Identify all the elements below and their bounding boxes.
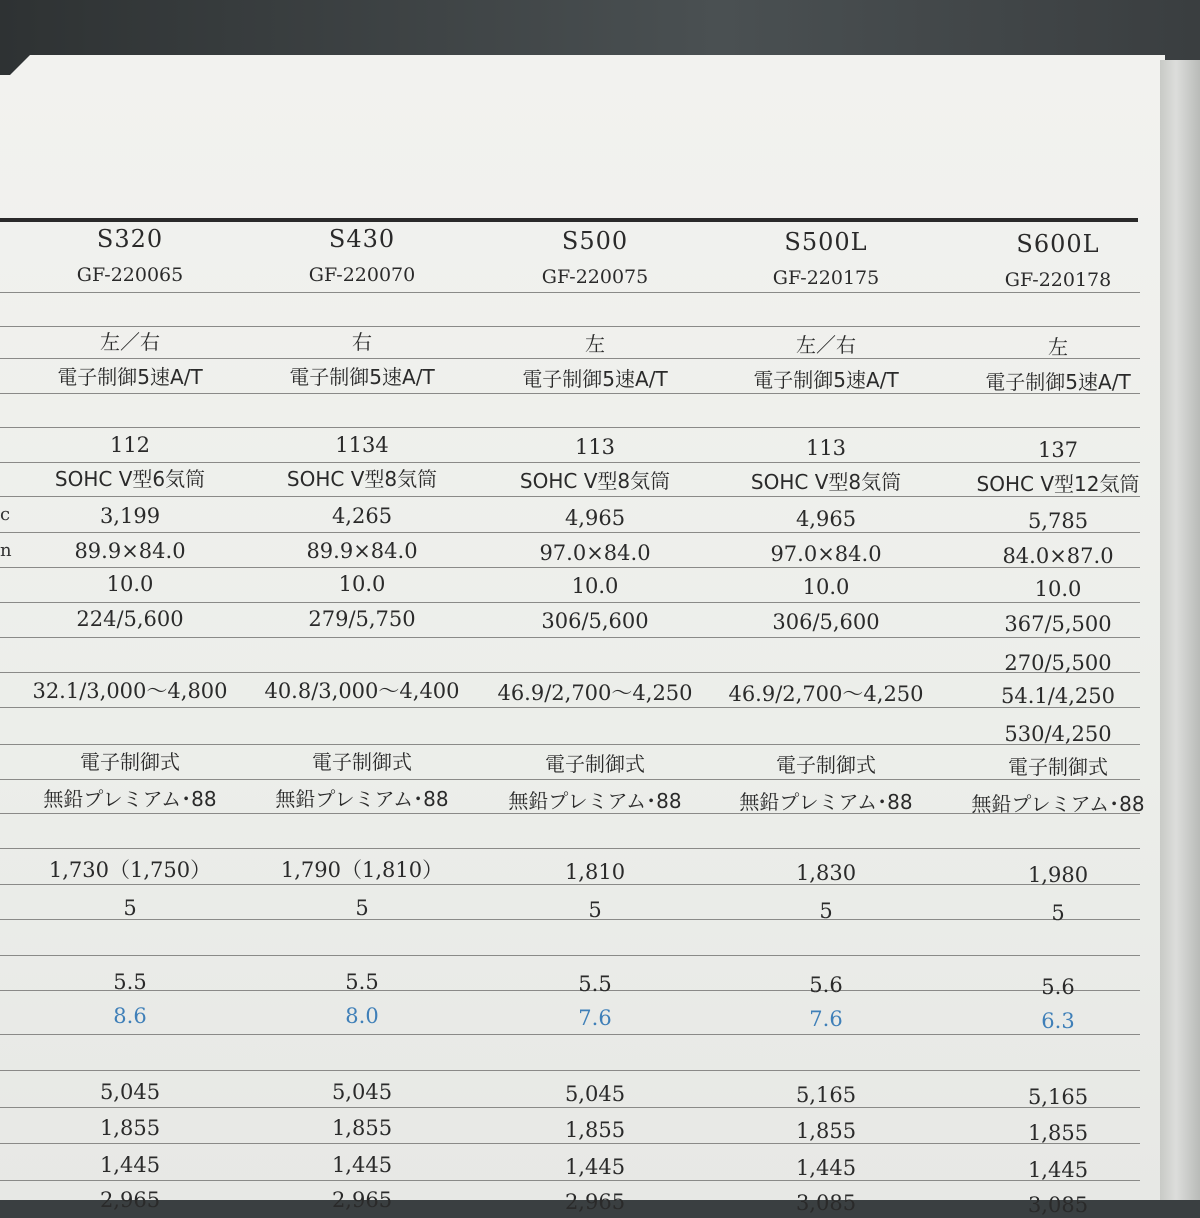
- row-divider: [0, 1034, 1140, 1035]
- cell-engine: SOHC V型8気筒: [286, 467, 438, 491]
- cell-displacement: 4,965: [795, 507, 857, 531]
- cell-engine: SOHC V型8気筒: [750, 470, 902, 494]
- cell-turning-radius: 5.5: [113, 970, 147, 994]
- cell-seats: 5: [588, 898, 602, 922]
- cell-width: 1,855: [564, 1118, 626, 1142]
- cell-code: GF-220178: [1004, 269, 1112, 291]
- row-divider: [0, 637, 1140, 638]
- cell-fuel-economy: 8.6: [113, 1004, 147, 1028]
- cell-length: 5,165: [795, 1083, 857, 1107]
- cell-fuel-system: 電子制御式: [80, 750, 180, 774]
- cell-height: 1,445: [99, 1153, 161, 1177]
- cell-length: 5,045: [564, 1082, 626, 1106]
- cell-turning-radius: 5.5: [578, 972, 612, 996]
- row-divider: [0, 602, 1140, 603]
- cell-height: 1,445: [564, 1155, 626, 1179]
- cell-wheelbase: 2,965: [331, 1188, 393, 1212]
- cell-bore-stroke: 97.0×84.0: [539, 541, 651, 565]
- cell-fuel-economy: 7.6: [809, 1007, 843, 1031]
- cell-torque-net: 54.1/4,250: [1001, 684, 1115, 708]
- row-divider: [0, 955, 1140, 956]
- row-divider: [0, 326, 1140, 327]
- cell-fuel-system: 電子制御式: [545, 752, 645, 776]
- cell-transmission: 電子制御5速A/T: [289, 365, 435, 389]
- cell-weight: 1,980: [1027, 863, 1089, 887]
- cell-length: 5,165: [1027, 1085, 1089, 1109]
- cell-name: S600L: [1016, 230, 1100, 258]
- cell-transmission: 電子制御5速A/T: [985, 370, 1131, 394]
- cell-number: 1134: [335, 433, 389, 457]
- cell-torque-net: 46.9/2,700〜4,250: [497, 681, 693, 705]
- table-top-rule: [0, 218, 1138, 222]
- cell-fuel: 無鉛プレミアム･88: [971, 792, 1145, 816]
- cell-displacement: 4,265: [331, 504, 393, 528]
- cell-steering: 左／右: [796, 333, 856, 357]
- cell-torque-gross: 530/4,250: [1004, 722, 1112, 746]
- cell-bore-stroke: 84.0×87.0: [1002, 544, 1114, 568]
- cell-fuel-system: 電子制御式: [1008, 755, 1108, 779]
- cell-displacement: 5,785: [1027, 509, 1089, 533]
- cell-transmission: 電子制御5速A/T: [522, 367, 668, 391]
- cell-power-net: 306/5,600: [772, 610, 880, 634]
- cell-name: S500L: [784, 228, 868, 256]
- cell-number: 137: [1037, 438, 1079, 462]
- cell-transmission: 電子制御5速A/T: [753, 368, 899, 392]
- cell-length: 5,045: [99, 1080, 161, 1104]
- cell-height: 1,445: [795, 1156, 857, 1180]
- cell-code: GF-220065: [76, 264, 184, 286]
- cell-turning-radius: 5.5: [345, 970, 379, 994]
- cell-height: 1,445: [331, 1153, 393, 1177]
- cell-number: 113: [805, 436, 847, 460]
- cell-wheelbase: 2,965: [99, 1188, 161, 1212]
- cell-transmission: 電子制御5速A/T: [57, 365, 203, 389]
- cell-height: 1,445: [1027, 1158, 1089, 1182]
- cell-compression: 10.0: [106, 572, 154, 596]
- cell-engine: SOHC V型6気筒: [54, 467, 206, 491]
- cell-torque-net: 40.8/3,000〜4,400: [264, 679, 460, 703]
- cell-displacement: 4,965: [564, 506, 626, 530]
- cell-bore-stroke: 89.9×84.0: [74, 539, 186, 563]
- cell-fuel-system: 電子制御式: [776, 753, 876, 777]
- cell-fuel-economy: 6.3: [1041, 1009, 1075, 1033]
- cell-width: 1,855: [795, 1119, 857, 1143]
- cell-bore-stroke: 97.0×84.0: [770, 542, 882, 566]
- cell-weight: 1,830: [795, 861, 857, 885]
- row-stub-displacement: c: [0, 504, 11, 525]
- cell-width: 1,855: [331, 1116, 393, 1140]
- cell-wheelbase: 3,085: [795, 1191, 857, 1215]
- row-stub-bore: n: [0, 540, 12, 561]
- cell-weight: 1,810: [564, 860, 626, 884]
- cell-width: 1,855: [99, 1116, 161, 1140]
- cell-fuel-economy: 8.0: [345, 1004, 379, 1028]
- cell-compression: 10.0: [338, 572, 386, 596]
- cell-number: 112: [109, 433, 151, 457]
- cell-seats: 5: [819, 899, 833, 923]
- cell-code: GF-220175: [772, 267, 880, 289]
- row-divider: [0, 1070, 1140, 1071]
- cell-power-gross: 270/5,500: [1004, 651, 1112, 675]
- cell-width: 1,855: [1027, 1121, 1089, 1145]
- cell-seats: 5: [1051, 901, 1065, 925]
- cell-displacement: 3,199: [99, 504, 161, 528]
- cell-name: S320: [96, 225, 164, 253]
- cell-turning-radius: 5.6: [1041, 975, 1075, 999]
- cell-name: S430: [328, 225, 396, 253]
- cell-seats: 5: [123, 896, 137, 920]
- cell-fuel: 無鉛プレミアム･88: [275, 787, 449, 811]
- cell-fuel-economy: 7.6: [578, 1006, 612, 1030]
- cell-torque-net: 46.9/2,700〜4,250: [728, 682, 924, 706]
- cell-fuel: 無鉛プレミアム･88: [508, 789, 682, 813]
- cell-number: 113: [574, 435, 616, 459]
- cell-fuel-system: 電子制御式: [312, 750, 412, 774]
- cell-name: S500: [561, 227, 629, 255]
- cell-wheelbase: 2,965: [564, 1190, 626, 1214]
- cell-compression: 10.0: [571, 574, 619, 598]
- cell-steering: 左／右: [100, 330, 160, 354]
- cell-turning-radius: 5.6: [809, 973, 843, 997]
- cell-power-net: 279/5,750: [308, 607, 416, 631]
- cell-compression: 10.0: [1034, 577, 1082, 601]
- cell-power-net: 306/5,600: [541, 609, 649, 633]
- cell-bore-stroke: 89.9×84.0: [306, 539, 418, 563]
- cell-steering: 左: [1048, 335, 1068, 359]
- cell-weight: 1,730（1,750）: [48, 858, 212, 882]
- cell-power-net: 367/5,500: [1004, 612, 1112, 636]
- cell-fuel: 無鉛プレミアム･88: [43, 787, 217, 811]
- row-divider: [0, 427, 1140, 428]
- cell-wheelbase: 3,085: [1027, 1193, 1089, 1217]
- cell-engine: SOHC V型12気筒: [976, 472, 1140, 496]
- cell-length: 5,045: [331, 1080, 393, 1104]
- cell-steering: 右: [352, 330, 372, 354]
- cell-torque-net: 32.1/3,000〜4,800: [32, 679, 228, 703]
- cell-power-net: 224/5,600: [76, 607, 184, 631]
- cell-steering: 左: [585, 332, 605, 356]
- cell-compression: 10.0: [802, 575, 850, 599]
- cell-engine: SOHC V型8気筒: [519, 469, 671, 493]
- cell-seats: 5: [355, 896, 369, 920]
- cell-fuel: 無鉛プレミアム･88: [739, 790, 913, 814]
- cell-code: GF-220075: [541, 266, 649, 288]
- cell-weight: 1,790（1,810）: [280, 858, 444, 882]
- row-divider: [0, 848, 1140, 849]
- cell-code: GF-220070: [308, 264, 416, 286]
